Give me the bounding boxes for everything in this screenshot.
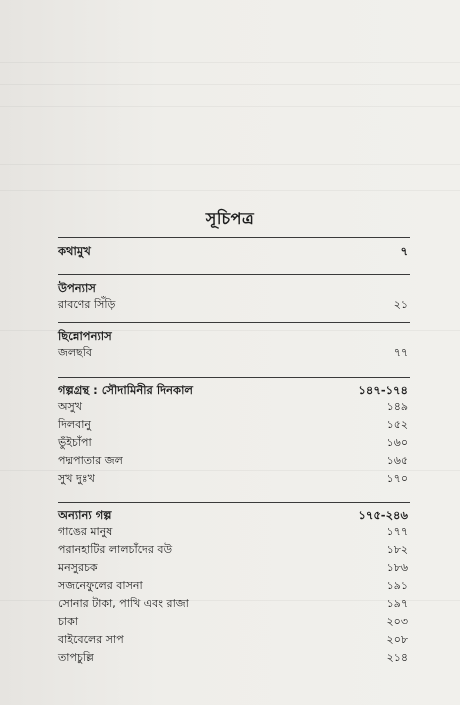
entry-title: পদ্মপাতার জল: [58, 454, 123, 467]
toc-entry: [0, 468, 460, 490]
entry-title: চাকা: [58, 615, 79, 628]
entry-title: জলছবি: [58, 346, 92, 359]
entry-page: ১৯১: [386, 579, 408, 592]
entry-page: ২১: [393, 298, 408, 311]
entry-page: ১৯৭: [386, 597, 408, 610]
entry-title: বাইবেলের সাপ: [58, 633, 124, 646]
section-title: অন্যান্য গল্প: [58, 508, 112, 522]
section-title: কথামুখ: [58, 244, 91, 258]
section-pages: ১৭৫-২৪৬: [358, 508, 408, 522]
entry-title: সুখ দুঃখ: [58, 472, 95, 485]
entry-page: ১৮২: [386, 543, 408, 556]
entry-page: ১৬৫: [386, 454, 408, 467]
section-heading: [0, 240, 460, 262]
entry-title: গাঙের মানুষ: [58, 525, 113, 538]
entry-page: ২০৩: [386, 615, 408, 628]
section-divider: [58, 377, 410, 378]
entry-title: রাবণের সিঁড়ি: [58, 298, 116, 311]
section-divider: [58, 237, 410, 238]
section-divider: [58, 274, 410, 275]
section-pages: ৭: [400, 244, 408, 258]
entry-title: অসুখ: [58, 400, 83, 413]
entry-title: তাপচুল্লি: [58, 651, 94, 664]
entry-page: ২১৪: [386, 651, 408, 664]
toc-entry: [0, 647, 460, 669]
page-title: সূচিপত্র: [205, 209, 255, 228]
entry-title: সজনেফুলের বাসনা: [58, 579, 143, 592]
section-title: উপন্যাস: [58, 281, 96, 295]
entry-title: সোনার টাকা, পাখি এবং রাজা: [58, 597, 189, 610]
entry-page: ১৫২: [386, 418, 408, 431]
entry-page: ৭৭: [393, 346, 408, 359]
entry-page: ১৭৭: [386, 525, 408, 538]
toc-entry: [0, 294, 460, 316]
entry-title: দিলবানু: [58, 418, 92, 431]
section-divider: [58, 502, 410, 503]
entry-page: ১৬০: [386, 436, 408, 449]
entry-title: পরানহাটির লালচাঁদের বউ: [58, 543, 173, 556]
entry-page: ১৭০: [386, 472, 408, 485]
toc-entry: [0, 342, 460, 364]
section-pages: ১৪৭-১৭৪: [358, 383, 408, 397]
entry-page: ১৮৬: [386, 561, 408, 574]
entry-title: মনসুরচক: [58, 561, 98, 574]
entry-page: ১৪৯: [386, 400, 408, 413]
section-divider: [58, 322, 410, 323]
entry-title: ভুঁইচাঁপা: [58, 436, 92, 449]
section-title: গল্পগ্রন্থ : সৌদামিনীর দিনকাল: [58, 383, 193, 397]
section-title: ছিন্নোপন্যাস: [58, 329, 112, 343]
entry-page: ২০৮: [386, 633, 408, 646]
